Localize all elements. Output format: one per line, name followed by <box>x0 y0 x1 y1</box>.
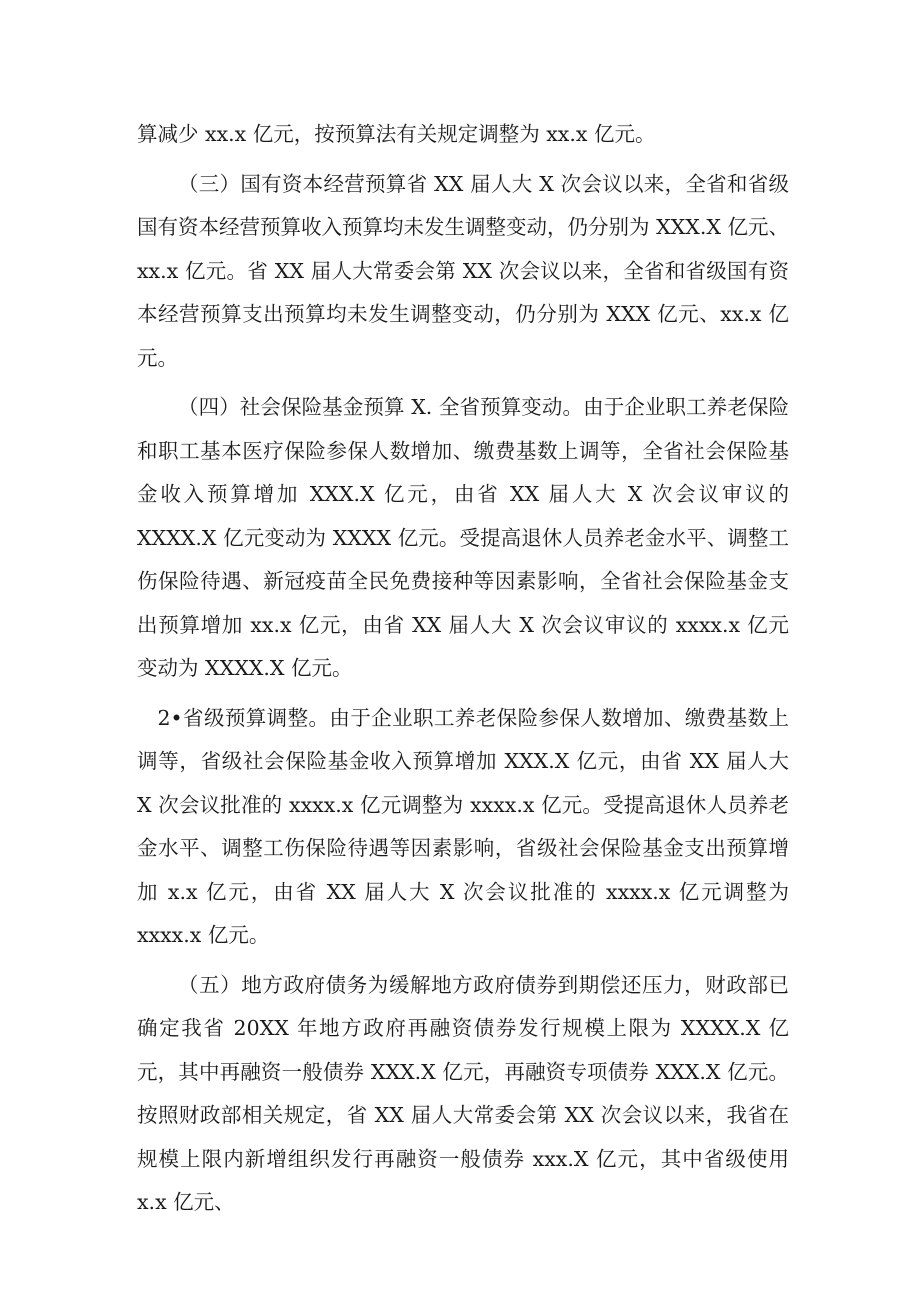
document-body <box>137 113 789 1225</box>
paragraph-continuation: 算减少 xx.x 亿元，按预算法有关规定调整为 xx.x 亿元。 <box>137 122 656 146</box>
paragraph-provincial-budget-adjustment: 2•省级预算调整。由于企业职工养老保险参保人数增加、缴费基数上调等，省级社会保险基金收入预算增加 XXX.X 亿元，由省 XX 届人大 X 次会议批准的 xxxx.x 亿元调整为 xxxx.x 亿元。受提高退休人员养老金水平、调整工伤保险待遇等因素影响，省级社会保险基金支出预算增加 x.x 亿元，由省 XX 届人大 X 次会议批准的 xxxx.x 亿元调整为 xxxx.x 亿元。 <box>137 705 789 947</box>
paragraph-social-insurance-fund-budget: （四）社会保险基金预算 X. 全省预算变动。由于企业职工养老保险和职工基本医疗保险参保人数增加、缴费基数上调等，全省社会保险基金收入预算增加 XXX.X 亿元，由省 XX 届人大 X 次会议审议的 XXXX.X 亿元变动为 XXXX 亿元。受提高退休人员养老金水平、调整工伤保险待遇、新冠疫苗全民免费接种等因素影响，全省社会保险基金支出预算增加 xx.x 亿元，由省 XX 届人大 X 次会议审议的 xxxx.x 亿元变动为 XXXX.X 亿元。 <box>137 395 789 680</box>
paragraph-local-government-debt: （五）地方政府债务为缓解地方政府债券到期偿还压力，财政部已确定我省 20XX 年地方政府再融资债券发行规模上限为 XXXX.X 亿元，其中再融资一般债券 XXX.X 亿元，再融资专项债券 XXX.X 亿元。按照财政部相关规定，省 XX 届人大常委会第 XX 次会议以来，我省在规模上限内新增组织发行再融资一般债券 xxx.X 亿元，其中省级使用 x.x 亿元、 <box>137 972 789 1214</box>
paragraph-state-capital-budget: （三）国有资本经营预算省 XX 届人大 X 次会议以来，全省和省级国有资本经营预算收入预算均未发生调整变动，仍分别为 XXX.X 亿元、xx.x 亿元。省 XX 届人大常委会第 XX 次会议以来，全省和省级国有资本经营预算支出预算均未发生调整变动，仍分别为 XXX 亿元、xx.x 亿元。 <box>137 171 789 370</box>
